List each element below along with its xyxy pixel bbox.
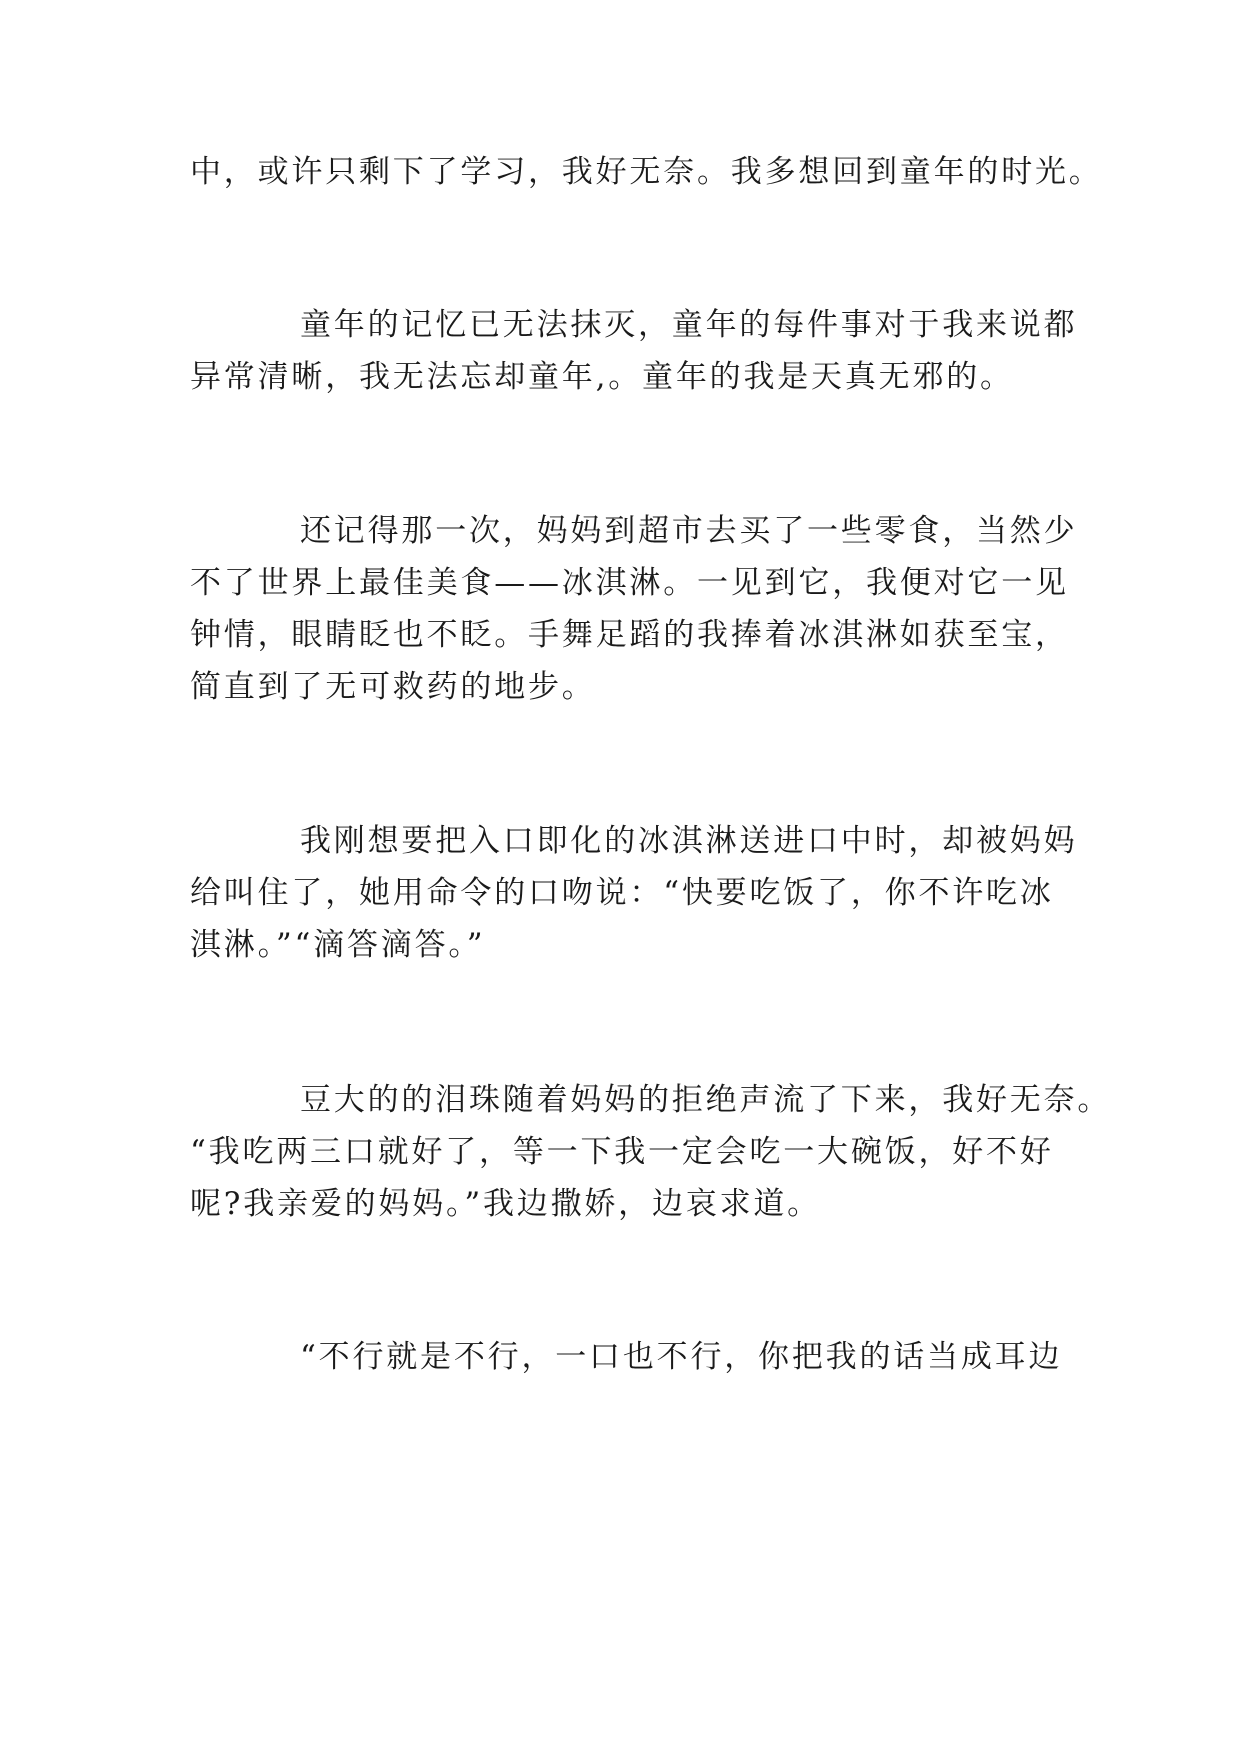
paragraph-line: 给叫住了，她用命令的口吻说：“快要吃饭了，你不许吃冰 [190, 875, 1054, 911]
paragraph-line: 异常清晰，我无法忘却童年,。童年的我是天真无邪的。 [190, 359, 1014, 395]
paragraph-line: 不了世界上最佳美食——冰淇淋。一见到它，我便对它一见 [190, 565, 1069, 601]
paragraph-line: 简直到了无可救药的地步。 [190, 669, 596, 705]
paragraph-line: 童年的记忆已无法抹灭，童年的每件事对于我来说都 [300, 307, 1078, 343]
paragraph-line: 我刚想要把入口即化的冰淇淋送进口中时，却被妈妈 [300, 823, 1078, 859]
paragraph-line: 呢?我亲爱的妈妈。”我边撒娇，边哀求道。 [190, 1186, 821, 1222]
paragraph-line: 还记得那一次，妈妈到超市去买了一些零食，当然少 [300, 513, 1078, 549]
paragraph-line: “我吃两三口就好了，等一下我一定会吃一大碗饭，好不好 [190, 1134, 1054, 1170]
paragraph-line: 淇淋。”“滴答滴答。” [190, 927, 486, 963]
paragraph-line: 豆大的的泪珠随着妈妈的拒绝声流了下来，我好无奈。 [300, 1082, 1112, 1118]
paragraph-line: 中，或许只剩下了学习，我好无奈。我多想回到童年的时光。 [190, 154, 1103, 190]
paragraph-line: 钟情，眼睛眨也不眨。手舞足蹈的我捧着冰淇淋如获至宝， [190, 617, 1069, 653]
paragraph-line: “不行就是不行，一口也不行，你把我的话当成耳边 [300, 1339, 1063, 1375]
